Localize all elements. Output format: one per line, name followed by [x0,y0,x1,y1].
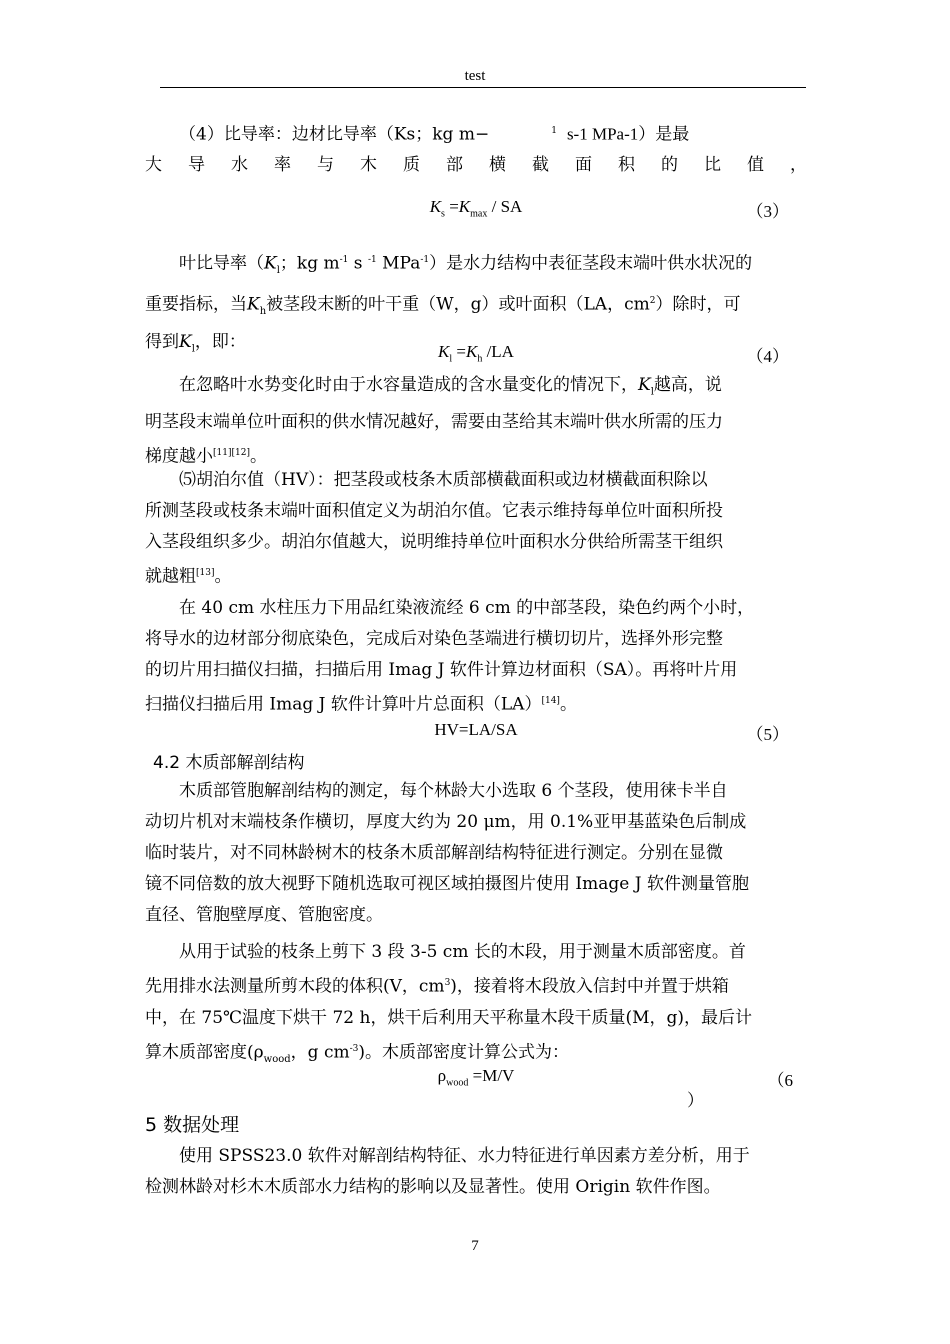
justified-char: 比 [704,155,721,175]
text-line: （4）比导率：边材比导率（Ks；kg m− $^1$ s-1 MPa-1）是最 [179,124,690,145]
paragraph-specific-conductivity [145,116,807,151]
justified-char: 木 [360,155,377,175]
paragraph-leaf-specific-conductivity: 叶比导率（$K_l$；kg $m^{-1}$ s $^{-1}$ MPa$^{-1}$）是水力结构中表征茎段末端叶供水状况的 重要指标，当$K_h$被茎段末断的叶干重（W，g）或叶面积（LA，$cm^2$）除时，可 得到$K_l$，即： [145,253,753,355]
justified-char: 水 [231,155,248,175]
equation-6 [145,1066,807,1110]
paragraph-huber-value: ⑸胡泊尔值（HV）：把茎段或枝条木质部横截面积或边材横截面积除以 所测茎段或枝条末端叶面积值定义为胡泊尔值。它表示维持每单位叶面积所投 入茎段组织多少。胡泊尔值越大，说明维持单位叶面积水分供给所需茎干组织 就越粗[13]。 [145,470,723,587]
justified-char: 质 [403,155,420,175]
paragraph-staining-method: 在 40 cm 水柱压力下用品红染液流经 6 cm 的中部茎段，染色约两个小时， 将导水的边材部分彻底染色，完成后对染色茎端进行横切切片，选择外形完整 的切片用扫描仪扫描，扫描后用 Imag J 软件计算边材面积（SA）。再将叶片用 扫描仪扫描后用 Imag J 软件计算叶片总面积（LA）[14]。 [145,598,755,715]
paragraph-wood-density: 从用于试验的枝条上剪下 3 段 3-5 cm 长的木段，用于测量木质部密度。首 先用排水法测量所剪木段的体积(V，$cm^3$)，接着将木段放入信封中并置于烘箱 中，在 75℃温度下烘干 72 h，烘干后利用天平称量木段干质量(M，g)，最后计 算木质部密度($\rho_{wood}$，g $cm^{-3}$)。木质部密度计算公式为： [145,942,752,1065]
equation-number: （4） [746,347,789,366]
equation-number: （3） [746,202,789,221]
equation-3 [145,197,807,225]
justified-char: 大 [145,155,162,175]
equation-number-close: ） [687,1091,704,1110]
equation-number: （6 [767,1071,793,1090]
section-heading-5: 5 数据处理 [145,1114,240,1136]
header-divider [160,87,806,88]
equation-formula: $K_l =K_h$ /LA [438,342,514,365]
paragraph-leaf-water-potential: 在忽略叶水势变化时由于水容量造成的含水量变化的情况下，$K_l$越高，说 明茎段末端单位叶面积的供水情况越好，需要由茎给其末端叶供水所需的压力 梯度越小[11][12]。 [145,375,723,468]
justified-char: 截 [532,155,549,175]
paragraph-xylem-anatomy: 木质部管胞解剖结构的测定，每个林龄大小选取 6 个茎段，使用徕卡半自 动切片机对末端枝条作横切，厚度大约为 20 μm，用 0.1%亚甲基蓝染色后制成 临时装片，对不同林龄树木的枝条木质部解剖结构特征进行测定。分别在显微 镜不同倍数的放大视野下随机选取可视区域拍摄图片使用 Image J 软件测量管胞 直径、管胞壁厚度、管胞密度。 [145,781,749,925]
equation-formula: $K_s =K_{max}$ / SA [429,197,523,220]
page-number: 7 [471,1238,479,1254]
justified-char: ， [790,155,807,175]
justified-char: 率 [274,155,291,175]
equation-4 [145,342,807,370]
equation-formula: $\rho_{wood} =M/V$ [437,1066,515,1089]
header-text: test [464,68,486,84]
justified-char: 横 [489,155,506,175]
justified-char: 导 [188,155,205,175]
justified-char: 的 [661,155,678,175]
justified-char: 部 [446,155,463,175]
equation-5 [145,720,807,748]
equation-formula: HV=LA/SA [434,720,518,739]
equation-number: （5） [746,725,789,744]
justified-char: 与 [317,155,334,175]
justified-char: 值 [747,155,764,175]
section-heading-4-2: 4.2 木质部解剖结构 [153,753,305,773]
justified-char: 积 [618,155,635,175]
paragraph-data-processing: 使用 SPSS23.0 软件对解剖结构特征、水力特征进行单因素方差分析，用于 检测林龄对杉木木质部水力结构的影响以及显著性。使用 Origin 软件作图。 [145,1146,750,1197]
text-line-justified [145,150,807,175]
justified-char: 面 [575,155,592,175]
